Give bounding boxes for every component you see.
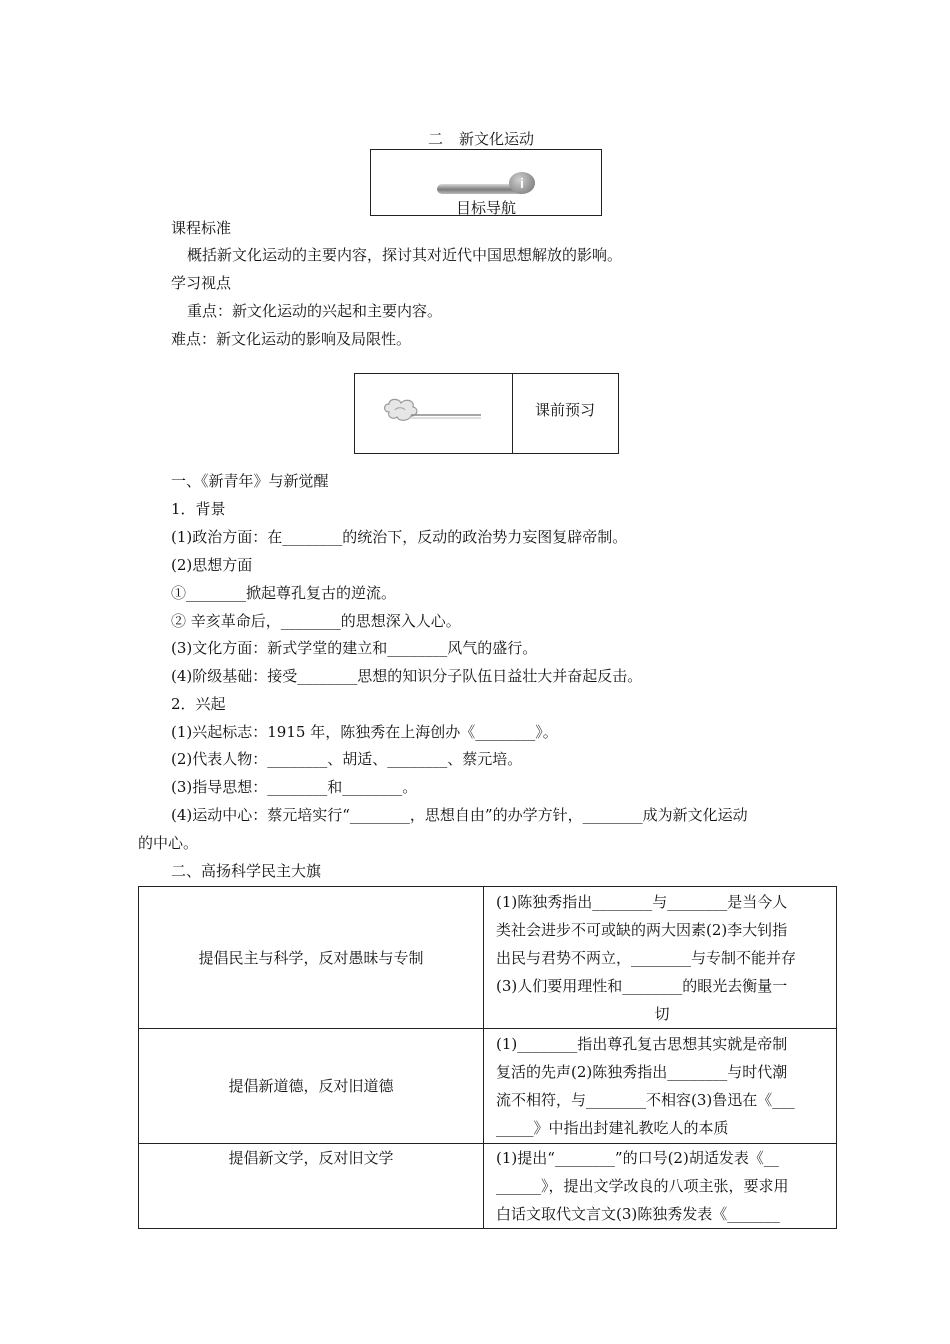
detail-line: 白话文取代文言文(3)陈独秀发表《_______ — [496, 1205, 780, 1223]
section1-heading: 一、《新青年》与新觉醒 — [171, 472, 329, 490]
background-item: (3)文化方面：新式学堂的建立和________风气的盛行。 — [171, 639, 538, 657]
background-item: (2)思想方面 — [171, 556, 253, 574]
course-standard-text: 概括新文化运动的主要内容，探讨其对近代中国思想解放的影响。 — [187, 246, 623, 264]
detail-line: (1)________指出尊孔复古思想其实就是帝制 — [496, 1035, 788, 1053]
rise-heading: 2．兴起 — [171, 695, 226, 713]
detail-line: 流不相符，与________不相容(3)鲁迅在《___ — [496, 1091, 795, 1109]
rise-item: (4)运动中心：蔡元培实行“________，思想自由”的办学方针，________成为新文化运动 — [171, 806, 748, 824]
background-item: ①________掀起尊孔复古的逆流。 — [171, 584, 397, 602]
detail-line: (3)人们要用理性和________的眼光去衡量一 — [496, 976, 788, 995]
target-navigation-banner — [370, 149, 602, 216]
info-icon: i — [509, 172, 535, 194]
background-item: (4)阶级基础：接受________思想的知识分子队伍日益壮大并奋起反击。 — [171, 667, 643, 685]
content-table — [138, 886, 837, 1229]
table-row — [139, 887, 837, 1029]
table-detail-cell — [484, 1029, 837, 1144]
detail-line: (1)陈独秀指出________与________是当今人 — [496, 892, 788, 911]
section-title — [428, 128, 534, 149]
section2-heading: 二、高扬科学民主大旗 — [171, 862, 322, 880]
background-item: ② 辛亥革命后，________的思想深入人心。 — [171, 612, 461, 630]
table-row — [139, 1144, 837, 1229]
table-row — [139, 1029, 837, 1144]
background-item: (1)政治方面：在________的统治下，反动的政治势力妄图复辟帝制。 — [171, 528, 628, 546]
study-focus-heading: 学习视点 — [171, 274, 232, 292]
section-title-text: 新文化运动 — [459, 130, 535, 148]
table-topic-cell: 提倡民主与科学，反对愚昧与专制 — [139, 887, 484, 1029]
detail-line: 类社会进步不可或缺的两大因素(2)李大钊指 — [496, 920, 788, 939]
table-topic-cell: 提倡新文学，反对旧文学 — [139, 1144, 484, 1229]
rise-item: (3)指导思想：________和________。 — [171, 778, 418, 796]
background-heading: 1．背景 — [171, 500, 226, 518]
detail-line: 出民与君势不两立，________与专制不能并存 — [496, 948, 797, 967]
section-number: 二 — [428, 130, 444, 148]
detail-line: 复活的先声(2)陈独秀指出________与时代潮 — [496, 1063, 788, 1081]
rise-item: (1)兴起标志：1915 年，陈独秀在上海创办《________》。 — [171, 723, 558, 741]
table-topic-cell: 提倡新道德，反对旧道德 — [139, 1029, 484, 1144]
rise-item: (2)代表人物：________、胡适、________、蔡元培。 — [171, 750, 523, 768]
table-detail-cell — [484, 1144, 837, 1229]
table-detail-cell — [484, 887, 837, 1029]
target-navigation-label: 目标导航 — [455, 199, 516, 217]
rise-item-continuation: 的中心。 — [138, 834, 199, 852]
preview-label: 课前预习 — [534, 401, 595, 419]
detail-line: (1)提出“________”的口号(2)胡适发表《__ — [496, 1149, 779, 1167]
course-standard-heading: 课程标准 — [171, 219, 232, 237]
detail-line: _____》中指出封建礼教吃人的本质 — [496, 1119, 729, 1137]
detail-line: ______》，提出文学改良的八项主张，要求用 — [496, 1177, 789, 1195]
detail-line: 切 — [654, 1004, 670, 1023]
difficulty-text: 难点：新文化运动的影响及局限性。 — [171, 330, 412, 348]
key-point-text: 重点：新文化运动的兴起和主要内容。 — [187, 302, 443, 320]
cloud-icon — [381, 396, 491, 428]
preview-banner — [354, 373, 619, 454]
